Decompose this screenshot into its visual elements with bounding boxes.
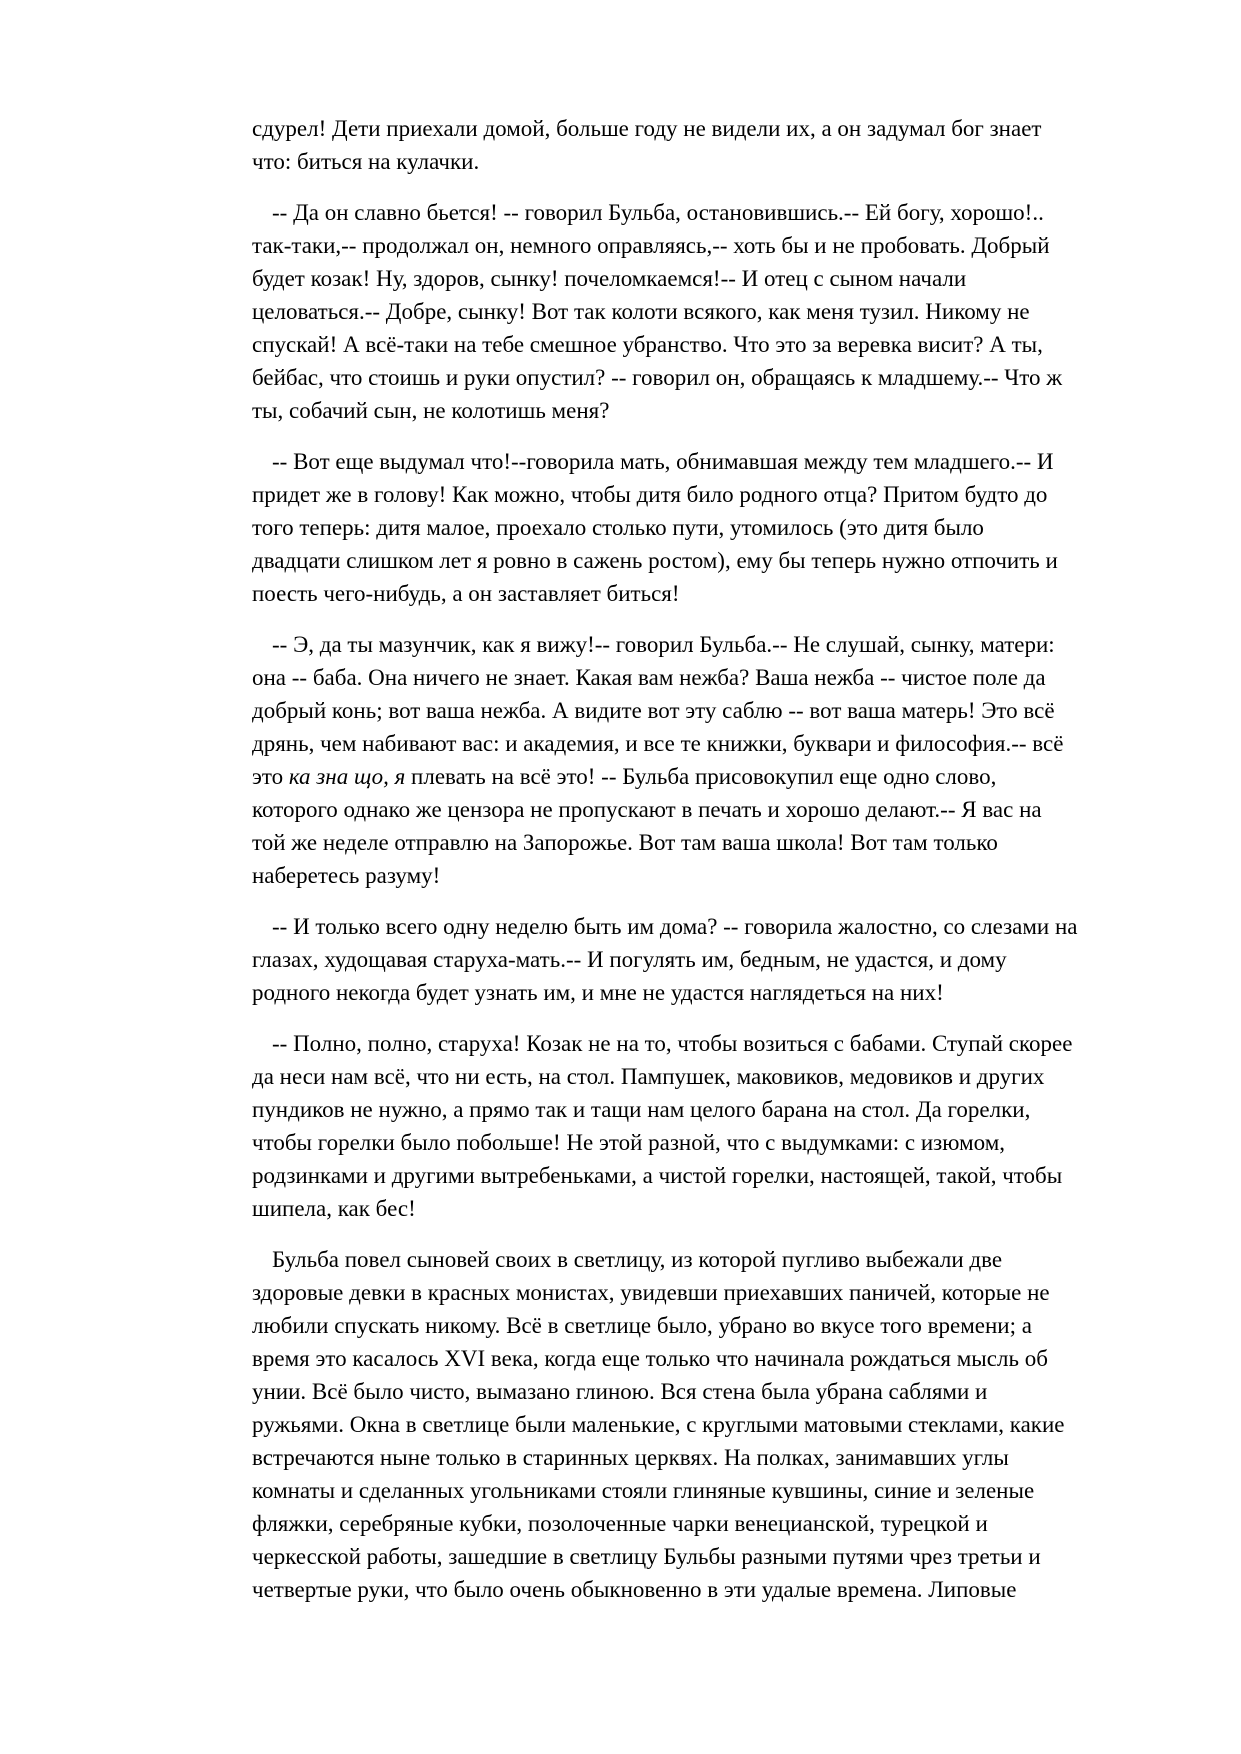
text-line: спускай! А всё-таки на тебе смешное убранство. Что это за веревка висит? А ты, (252, 332, 1043, 357)
text-line: родзинками и другими вытребеньками, а чистой горелки, настоящей, такой, чтобы (252, 1163, 1063, 1188)
text-line: любили спускать никому. Всё в светлице было, убрано во вкусе того времени; а (252, 1313, 1032, 1338)
text-line-mixed (252, 760, 1152, 793)
text-line: будет козак! Ну, здоров, сынку! почеломкаемся!-- И отец с сыном начали (252, 266, 967, 291)
text-line: ты, собачий сын, не колотишь меня? (252, 398, 610, 423)
text-line: что: биться на кулачки. (252, 149, 480, 174)
text-line: шипела, как бес! (252, 1196, 416, 1221)
text-line: -- Да он славно бьется! -- говорил Бульба, остановившись.-- Ей богу, хорошо!.. (272, 200, 1044, 225)
text-line: пундиков не нужно, а прямо так и тащи нам целого барана на стол. Да горелки, (252, 1097, 1031, 1122)
text-line: придет же в голову! Как можно, чтобы дитя било родного отца? Притом будто до (252, 482, 1048, 507)
paragraph-3 (252, 445, 1152, 610)
text-line: ружьями. Окна в светлице были маленькие, с круглыми матовыми стеклами, какие (252, 1412, 1065, 1437)
text-line: здоровые девки в красных монистах, увидевши приехавших паничей, которые не (252, 1280, 1050, 1305)
paragraph-7 (252, 1243, 1152, 1606)
text-segment: плевать на всё это! -- Бульба присовокупил еще одно слово, (405, 764, 997, 789)
text-line: -- Э, да ты мазунчик, как я вижу!-- говорил Бульба.-- Не слушай, сынку, матери: (272, 632, 1055, 657)
text-line: комнаты и сделанных угольниками стояли глиняные кувшины, синие и зеленые (252, 1478, 1035, 1503)
text-line: Бульба повел сыновей своих в светлицу, из которой пугливо выбежали две (272, 1247, 1003, 1272)
text-line: встречаются ныне только в старинных церквях. На полках, занимавших углы (252, 1445, 1009, 1470)
text-line: время это касалось XVI века, когда еще только что начинала рождаться мысль об (252, 1346, 1048, 1371)
text-line: она -- баба. Она ничего не знает. Какая вам нежба? Ваша нежба -- чистое поле да (252, 665, 1046, 690)
paragraph-2 (252, 196, 1152, 427)
text-line: сдурел! Дети приехали домой, больше году не видели их, а он задумал бог знает (252, 116, 1042, 141)
text-line: бейбас, что стоишь и руки опустил? -- говорил он, обращаясь к младшему.-- Что ж (252, 365, 1063, 390)
text-line: двадцати слишком лет я ровно в сажень ростом), ему бы теперь нужно отпочить и (252, 548, 1058, 573)
paragraph-1 (252, 112, 1152, 178)
text-line: фляжки, серебряные кубки, позолоченные чарки венецианской, турецкой и (252, 1511, 988, 1536)
text-line: глазах, худощавая старуха-мать.-- И погулять им, бедным, не удастся, и дому (252, 947, 1007, 972)
text-line: чтобы горелки было побольше! Не этой разной, что с выдумками: с изюмом, (252, 1130, 1006, 1155)
text-line: да неси нам всё, что ни есть, на стол. Пампушек, маковиков, медовиков и других (252, 1064, 1045, 1089)
text-line: наберетесь разуму! (252, 863, 441, 888)
text-line: так-таки,-- продолжал он, немного оправляясь,-- хоть бы и не пробовать. Добрый (252, 233, 1050, 258)
text-line: родного некогда будет узнать им, и мне не удастся наглядеться на них! (252, 980, 944, 1005)
text-line: черкесской работы, зашедшие в светлицу Бульбы разными путями чрез третьи и (252, 1544, 1041, 1569)
text-line: того теперь: дитя малое, проехало столько пути, утомилось (это дитя было (252, 515, 984, 540)
text-line: унии. Всё было чисто, вымазано глиною. Вся стена была убрана саблями и (252, 1379, 988, 1404)
text-line: четвертые руки, что было очень обыкновенно в эти удалые времена. Липовые (252, 1577, 1017, 1602)
text-line: которого однако же цензора не пропускают в печать и хорошо делают.-- Я вас на (252, 797, 1042, 822)
italic-phrase: ка зна що, я (288, 764, 406, 789)
paragraph-4 (252, 628, 1152, 892)
text-line: -- Вот еще выдумал что!--говорила мать, обнимавшая между тем младшего.-- И (272, 449, 1054, 474)
text-segment: это (252, 764, 289, 789)
text-line: поесть чего-нибудь, а он заставляет биться! (252, 581, 680, 606)
paragraph-5 (252, 910, 1152, 1009)
text-line: целоваться.-- Добре, сынку! Вот так колоти всякого, как меня тузил. Никому не (252, 299, 1030, 324)
text-line: дрянь, чем набивают вас: и академия, и все те книжки, буквари и философия.-- всё (252, 731, 1064, 756)
text-line: той же неделе отправлю на Запорожье. Вот там ваша школа! Вот там только (252, 830, 998, 855)
paragraph-6 (252, 1027, 1152, 1225)
text-line: добрый конь; вот ваша нежба. А видите вот эту саблю -- вот ваша матерь! Это всё (252, 698, 1055, 723)
text-line: -- И только всего одну неделю быть им дома? -- говорила жалостно, со слезами на (272, 914, 1078, 939)
text-line: -- Полно, полно, старуха! Козак не на то, чтобы возиться с бабами. Ступай скорее (272, 1031, 1073, 1056)
document-page (252, 112, 1152, 1624)
